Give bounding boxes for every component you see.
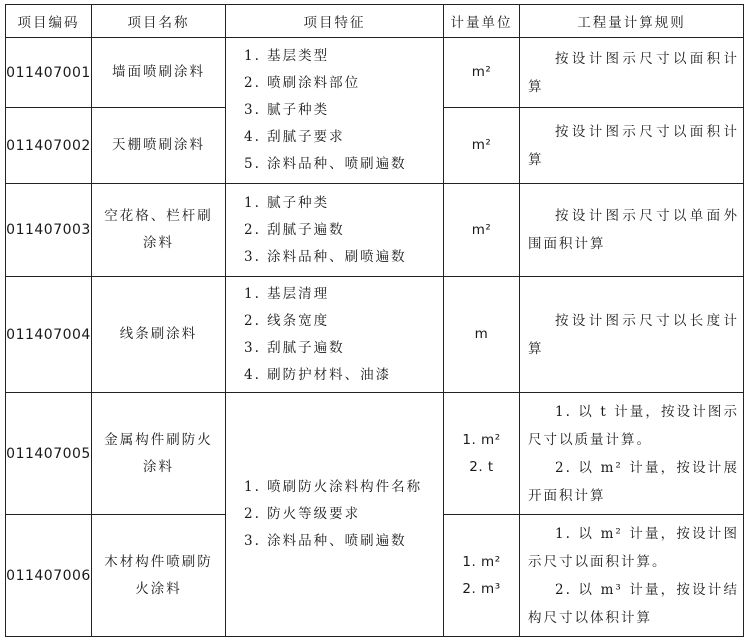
unit-line: 1. m² bbox=[462, 553, 501, 570]
item-features bbox=[226, 393, 444, 637]
item-unit bbox=[444, 393, 520, 515]
item-rule bbox=[520, 277, 744, 393]
feature-line: 2. 线条宽度 bbox=[244, 312, 330, 329]
feature-line: 1. 基层清理 bbox=[244, 285, 330, 302]
item-rule bbox=[520, 38, 744, 108]
table-row bbox=[6, 277, 744, 393]
feature-line: 1. 基层类型 bbox=[244, 48, 330, 64]
header-row bbox=[6, 5, 744, 38]
rule-text: 1. 以 t 计量，按设计图示尺寸以质量计算。 bbox=[528, 403, 739, 448]
rule-text: 按设计图示尺寸以单面外围面积计算 bbox=[528, 208, 739, 252]
header-unit: 计量单位 bbox=[444, 5, 520, 38]
item-features bbox=[226, 38, 444, 184]
rule-text: 1. 以 m² 计量，按设计图示尺寸以面积计算。 bbox=[528, 525, 739, 570]
item-unit: m² bbox=[444, 184, 520, 277]
header-name: 项目名称 bbox=[92, 5, 226, 38]
item-code: 011407005 bbox=[6, 393, 92, 515]
item-code: 011407006 bbox=[6, 515, 92, 637]
feature-line: 2. 防火等级要求 bbox=[244, 506, 361, 522]
table-row bbox=[6, 38, 744, 108]
feature-line: 5. 涂料品种、喷刷遍数 bbox=[244, 156, 407, 172]
unit-line: 2. t bbox=[469, 458, 494, 475]
item-name: 天棚喷刷涂料 bbox=[92, 108, 226, 184]
table-row bbox=[6, 393, 744, 515]
feature-line: 3. 腻子种类 bbox=[244, 102, 330, 118]
item-unit bbox=[444, 515, 520, 637]
item-rule bbox=[520, 515, 744, 637]
header-code: 项目编码 bbox=[6, 5, 92, 38]
rule-text: 2. 以 m³ 计量，按设计结构尺寸以体积计算 bbox=[528, 581, 739, 626]
header-rule: 工程量计算规则 bbox=[520, 5, 744, 38]
rule-text: 2. 以 m² 计量，按设计展开面积计算 bbox=[528, 459, 739, 504]
feature-line: 4. 刮腻子要求 bbox=[244, 129, 345, 145]
item-rule bbox=[520, 184, 744, 277]
item-rule bbox=[520, 393, 744, 515]
feature-line: 3. 刮腻子遍数 bbox=[244, 339, 345, 356]
rule-text: 按设计图示尺寸以面积计算 bbox=[528, 50, 739, 95]
rule-text: 按设计图示尺寸以长度计算 bbox=[528, 312, 739, 357]
item-name: 线条刷涂料 bbox=[92, 277, 226, 393]
item-name: 墙面喷刷涂料 bbox=[92, 38, 226, 108]
feature-line: 1. 腻子种类 bbox=[244, 194, 330, 211]
feature-line: 2. 刮腻子遍数 bbox=[244, 221, 345, 238]
bill-of-quantities-table bbox=[5, 4, 744, 637]
unit-line: 1. m² bbox=[462, 431, 501, 448]
table-row bbox=[6, 184, 744, 277]
item-name: 木材构件喷刷防火涂料 bbox=[92, 515, 226, 637]
item-features bbox=[226, 277, 444, 393]
header-features: 项目特征 bbox=[226, 5, 444, 38]
item-unit: m² bbox=[444, 108, 520, 184]
item-code: 011407003 bbox=[6, 184, 92, 277]
feature-line: 3. 涂料品种、刷喷遍数 bbox=[244, 248, 407, 265]
feature-line: 1. 喷刷防火涂料构件名称 bbox=[244, 479, 423, 495]
item-name: 空花格、栏杆刷涂料 bbox=[92, 184, 226, 277]
item-rule bbox=[520, 108, 744, 184]
item-name: 金属构件刷防火涂料 bbox=[92, 393, 226, 515]
unit-line: 2. m³ bbox=[462, 580, 501, 597]
item-features bbox=[226, 184, 444, 277]
item-code: 011407001 bbox=[6, 38, 92, 108]
item-unit: m bbox=[444, 277, 520, 393]
rule-text: 按设计图示尺寸以面积计算 bbox=[528, 123, 739, 168]
feature-line: 4. 刷防护材料、油漆 bbox=[244, 366, 392, 383]
item-code: 011407004 bbox=[6, 277, 92, 393]
item-code: 011407002 bbox=[6, 108, 92, 184]
item-unit: m² bbox=[444, 38, 520, 108]
feature-line: 2. 喷刷涂料部位 bbox=[244, 75, 361, 91]
feature-line: 3. 涂料品种、喷刷遍数 bbox=[244, 533, 407, 549]
